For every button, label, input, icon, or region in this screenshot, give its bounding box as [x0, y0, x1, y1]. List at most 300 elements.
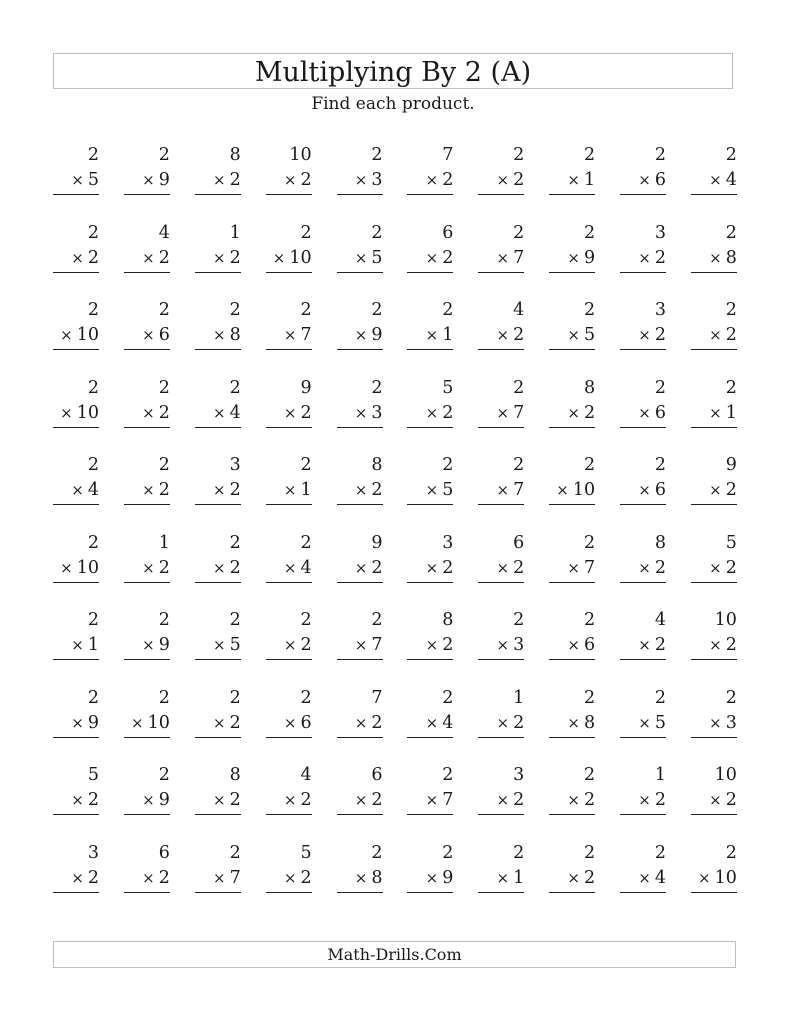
problem [266, 686, 312, 764]
second-factor: 2 [300, 402, 312, 423]
first-factor: 2 [583, 687, 596, 708]
first-factor: 2 [158, 145, 170, 165]
second-factor-line [337, 478, 383, 505]
second-factor-line [691, 478, 737, 505]
problem-row [53, 608, 737, 686]
second-factor: 9 [158, 635, 170, 655]
times-sign: × [709, 326, 722, 344]
second-factor: 7 [229, 867, 241, 888]
second-factor-line [549, 323, 595, 350]
second-factor-line [53, 168, 99, 195]
problem [478, 531, 524, 609]
second-factor-line [478, 556, 524, 583]
second-factor: 3 [513, 635, 525, 655]
problem [549, 686, 595, 764]
times-sign: × [71, 636, 84, 654]
first-factor: 3 [654, 222, 666, 243]
problem [620, 298, 666, 376]
times-sign: × [496, 481, 510, 499]
second-factor-line [549, 788, 595, 815]
second-factor: 10 [572, 480, 596, 500]
times-sign: × [709, 558, 722, 577]
times-sign: × [496, 558, 510, 577]
problem [691, 608, 737, 686]
times-sign: × [142, 636, 155, 654]
second-factor-line [124, 711, 170, 738]
times-sign: × [638, 791, 651, 809]
second-factor: 2 [87, 247, 99, 268]
times-sign: × [567, 636, 580, 654]
first-factor: 9 [725, 455, 737, 475]
second-factor-line [124, 323, 170, 350]
problem [478, 221, 524, 299]
first-factor: 3 [229, 455, 241, 475]
second-factor: 2 [583, 790, 596, 810]
second-factor: 2 [300, 867, 312, 888]
problem [195, 841, 241, 919]
times-sign: × [567, 713, 580, 732]
second-factor: 4 [725, 170, 737, 190]
problem [549, 221, 595, 299]
times-sign: × [425, 791, 439, 809]
second-factor-line [53, 401, 99, 428]
first-factor: 2 [583, 842, 596, 863]
first-factor: 2 [725, 687, 737, 708]
second-factor-line [266, 866, 312, 893]
problem [195, 143, 241, 221]
times-sign: × [354, 791, 368, 809]
second-factor-line [549, 478, 595, 505]
first-factor: 2 [725, 377, 737, 398]
second-factor: 2 [513, 170, 525, 190]
second-factor: 2 [654, 247, 666, 268]
second-factor: 2 [725, 325, 737, 345]
problem [195, 686, 241, 764]
second-factor-line [195, 323, 241, 350]
first-factor: 8 [229, 145, 241, 165]
first-factor: 2 [583, 455, 596, 475]
second-factor: 1 [87, 635, 99, 655]
second-factor: 2 [654, 635, 666, 655]
first-factor: 10 [714, 610, 737, 630]
second-factor: 2 [300, 790, 312, 810]
second-factor: 9 [158, 170, 170, 190]
first-factor: 2 [725, 842, 737, 863]
problem [549, 841, 595, 919]
problem-row [53, 841, 737, 919]
problem [407, 453, 453, 531]
footer-box [53, 941, 736, 968]
second-factor: 8 [725, 247, 737, 268]
times-sign: × [142, 326, 155, 344]
times-sign: × [283, 481, 297, 499]
problem [124, 376, 170, 454]
problem-row [53, 531, 737, 609]
second-factor-line [266, 323, 312, 350]
first-factor: 3 [442, 532, 454, 553]
first-factor: 2 [371, 145, 383, 165]
first-factor: 2 [87, 687, 99, 708]
first-factor: 7 [371, 687, 383, 708]
problem [124, 531, 170, 609]
first-factor: 2 [87, 377, 99, 398]
times-sign: × [354, 558, 368, 577]
footer-text: Math-Drills.Com [327, 945, 462, 964]
second-factor-line [195, 633, 241, 660]
problem [337, 143, 383, 221]
first-factor: 10 [714, 765, 737, 785]
first-factor: 5 [442, 377, 454, 398]
problem [407, 143, 453, 221]
second-factor-line [266, 633, 312, 660]
problem [266, 763, 312, 841]
second-factor: 10 [76, 325, 99, 345]
second-factor: 2 [654, 790, 666, 810]
times-sign: × [567, 868, 580, 887]
first-factor: 2 [583, 610, 596, 630]
first-factor: 2 [513, 222, 525, 243]
first-factor: 2 [158, 687, 170, 708]
times-sign: × [425, 481, 439, 499]
times-sign: × [71, 171, 84, 189]
times-sign: × [283, 868, 297, 887]
problem [337, 686, 383, 764]
second-factor: 2 [513, 557, 525, 578]
second-factor-line [620, 556, 666, 583]
first-factor: 3 [87, 842, 99, 863]
second-factor: 5 [442, 480, 454, 500]
second-factor: 2 [583, 867, 596, 888]
first-factor: 2 [87, 610, 99, 630]
second-factor: 4 [300, 557, 312, 578]
times-sign: × [142, 868, 155, 887]
times-sign: × [496, 868, 510, 887]
first-factor: 2 [87, 222, 99, 243]
second-factor: 2 [300, 635, 312, 655]
second-factor-line [691, 711, 737, 738]
times-sign: × [567, 558, 580, 577]
problem [266, 143, 312, 221]
first-factor: 2 [513, 377, 525, 398]
problem [407, 608, 453, 686]
second-factor: 7 [513, 402, 525, 423]
second-factor-line [620, 711, 666, 738]
first-factor: 6 [513, 532, 525, 553]
times-sign: × [71, 868, 84, 887]
problem [195, 763, 241, 841]
problem [337, 453, 383, 531]
first-factor: 9 [371, 532, 383, 553]
problem [478, 376, 524, 454]
times-sign: × [425, 868, 439, 887]
second-factor-line [549, 246, 595, 273]
times-sign: × [354, 326, 368, 344]
second-factor-line [549, 401, 595, 428]
problem [549, 143, 595, 221]
problem [195, 608, 241, 686]
first-factor: 2 [229, 842, 241, 863]
first-factor: 8 [371, 455, 383, 475]
times-sign: × [283, 636, 297, 654]
second-factor: 5 [87, 170, 99, 190]
first-factor: 2 [229, 377, 241, 398]
second-factor-line [549, 711, 595, 738]
first-factor: 2 [442, 765, 454, 785]
times-sign: × [709, 171, 722, 189]
problem-row [53, 298, 737, 376]
problem [266, 531, 312, 609]
second-factor: 6 [654, 480, 666, 500]
problem [691, 376, 737, 454]
problem [407, 298, 453, 376]
first-factor: 4 [300, 765, 312, 785]
times-sign: × [496, 636, 510, 654]
second-factor-line [691, 633, 737, 660]
problem [337, 221, 383, 299]
second-factor: 2 [583, 402, 596, 423]
second-factor-line [53, 633, 99, 660]
times-sign: × [638, 558, 651, 577]
problem [124, 221, 170, 299]
second-factor: 5 [229, 635, 241, 655]
second-factor: 1 [442, 325, 454, 345]
second-factor: 2 [725, 480, 737, 500]
second-factor: 10 [76, 557, 99, 578]
second-factor: 1 [725, 402, 737, 423]
second-factor-line [691, 866, 737, 893]
problem [53, 531, 99, 609]
times-sign: × [567, 403, 580, 422]
problem [691, 221, 737, 299]
times-sign: × [496, 791, 510, 809]
second-factor-line [549, 633, 595, 660]
problem [53, 763, 99, 841]
problem [266, 221, 312, 299]
problem-row [53, 686, 737, 764]
problem [620, 453, 666, 531]
first-factor: 2 [654, 455, 666, 475]
problem [620, 143, 666, 221]
first-factor: 2 [583, 222, 596, 243]
first-factor: 2 [300, 532, 312, 553]
second-factor-line [478, 711, 524, 738]
problem [266, 298, 312, 376]
first-factor: 6 [371, 765, 383, 785]
second-factor: 10 [289, 247, 312, 268]
problem [407, 686, 453, 764]
problem [691, 298, 737, 376]
second-factor: 7 [583, 557, 596, 578]
second-factor-line [549, 556, 595, 583]
times-sign: × [213, 558, 226, 577]
second-factor: 6 [300, 712, 312, 733]
second-factor-line [266, 168, 312, 195]
problem [691, 531, 737, 609]
times-sign: × [567, 171, 580, 189]
second-factor-line [620, 168, 666, 195]
times-sign: × [142, 403, 155, 422]
problem [337, 763, 383, 841]
problem [549, 453, 595, 531]
second-factor: 9 [87, 712, 99, 733]
second-factor: 2 [229, 247, 241, 268]
second-factor: 2 [725, 557, 737, 578]
first-factor: 2 [371, 222, 383, 243]
second-factor: 2 [371, 480, 383, 500]
times-sign: × [638, 868, 651, 887]
first-factor: 5 [300, 842, 312, 863]
title-box [53, 53, 733, 89]
times-sign: × [425, 171, 439, 189]
first-factor: 8 [583, 377, 596, 398]
problem [337, 376, 383, 454]
second-factor: 5 [654, 712, 666, 733]
problem [53, 841, 99, 919]
problem [620, 763, 666, 841]
times-sign: × [496, 326, 510, 344]
times-sign: × [425, 636, 439, 654]
times-sign: × [213, 481, 226, 499]
second-factor-line [691, 556, 737, 583]
second-factor-line [195, 478, 241, 505]
first-factor: 2 [654, 842, 666, 863]
problem-row [53, 221, 737, 299]
second-factor: 9 [371, 325, 383, 345]
second-factor-line [478, 168, 524, 195]
first-factor: 8 [654, 532, 666, 553]
first-factor: 2 [158, 300, 170, 320]
second-factor: 2 [513, 325, 525, 345]
first-factor: 2 [87, 532, 99, 553]
first-factor: 2 [229, 687, 241, 708]
second-factor: 2 [442, 402, 454, 423]
second-factor-line [620, 633, 666, 660]
second-factor: 10 [76, 402, 99, 423]
second-factor-line [195, 866, 241, 893]
times-sign: × [283, 558, 297, 577]
second-factor-line [337, 633, 383, 660]
times-sign: × [354, 868, 368, 887]
first-factor: 2 [229, 610, 241, 630]
instructions: Find each product. [311, 94, 475, 114]
problem-row [53, 143, 737, 221]
problem [549, 531, 595, 609]
second-factor: 2 [87, 790, 99, 810]
second-factor-line [266, 788, 312, 815]
second-factor: 8 [583, 712, 596, 733]
first-factor: 2 [158, 377, 170, 398]
problem [478, 453, 524, 531]
first-factor: 6 [158, 842, 170, 863]
times-sign: × [638, 171, 651, 189]
first-factor: 2 [87, 145, 99, 165]
problem-row [53, 763, 737, 841]
second-factor-line [691, 168, 737, 195]
times-sign: × [709, 791, 722, 809]
second-factor: 4 [442, 712, 454, 733]
first-factor: 2 [583, 145, 596, 165]
second-factor-line [124, 168, 170, 195]
second-factor: 7 [371, 635, 383, 655]
second-factor: 10 [147, 712, 170, 733]
problem [549, 763, 595, 841]
second-factor: 2 [87, 867, 99, 888]
times-sign: × [60, 326, 73, 344]
second-factor: 1 [300, 480, 312, 500]
first-factor: 2 [300, 687, 312, 708]
second-factor-line [407, 246, 453, 273]
second-factor-line [337, 323, 383, 350]
problem [124, 686, 170, 764]
second-factor-line [195, 401, 241, 428]
second-factor: 7 [442, 790, 454, 810]
first-factor: 2 [725, 145, 737, 165]
times-sign: × [567, 248, 580, 267]
problem [124, 763, 170, 841]
first-factor: 2 [300, 222, 312, 243]
problem [53, 453, 99, 531]
problem [53, 686, 99, 764]
times-sign: × [567, 326, 580, 344]
first-factor: 2 [583, 765, 596, 785]
times-sign: × [142, 791, 155, 809]
times-sign: × [213, 403, 226, 422]
times-sign: × [638, 713, 651, 732]
times-sign: × [283, 403, 297, 422]
first-factor: 2 [229, 532, 241, 553]
second-factor: 7 [513, 480, 525, 500]
times-sign: × [213, 171, 226, 189]
first-factor: 2 [513, 145, 525, 165]
problem [195, 531, 241, 609]
second-factor-line [337, 401, 383, 428]
second-factor-line [407, 168, 453, 195]
first-factor: 2 [513, 610, 525, 630]
first-factor: 1 [158, 532, 170, 553]
first-factor: 2 [725, 300, 737, 320]
second-factor-line [53, 323, 99, 350]
second-factor: 9 [158, 790, 170, 810]
problem [337, 298, 383, 376]
problem [549, 608, 595, 686]
second-factor-line [620, 866, 666, 893]
second-factor-line [549, 866, 595, 893]
problem [620, 376, 666, 454]
times-sign: × [354, 481, 368, 499]
problem [53, 608, 99, 686]
second-factor: 3 [725, 712, 737, 733]
problem [337, 841, 383, 919]
first-factor: 2 [371, 842, 383, 863]
second-factor-line [478, 401, 524, 428]
problem [407, 531, 453, 609]
page-title: Multiplying By 2 (A) [254, 56, 532, 88]
times-sign: × [142, 481, 155, 499]
second-factor-line [124, 788, 170, 815]
second-factor-line [337, 788, 383, 815]
times-sign: × [213, 713, 226, 732]
first-factor: 8 [229, 765, 241, 785]
times-sign: × [354, 636, 368, 654]
second-factor: 2 [442, 557, 454, 578]
times-sign: × [638, 248, 651, 267]
problem-row [53, 376, 737, 454]
second-factor-line [53, 711, 99, 738]
second-factor: 2 [158, 867, 170, 888]
times-sign: × [425, 326, 439, 344]
second-factor-line [407, 633, 453, 660]
first-factor: 1 [654, 765, 666, 785]
